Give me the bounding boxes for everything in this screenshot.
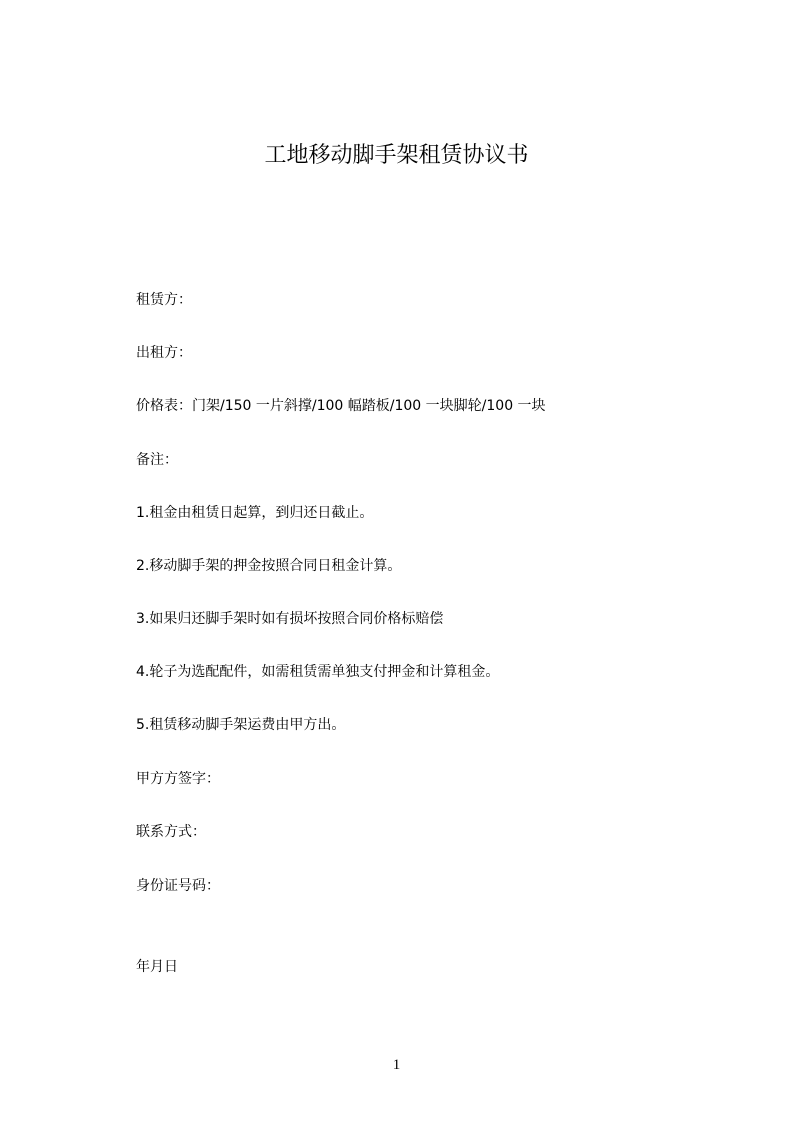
party-a-signature-label: 甲方方签字： xyxy=(136,771,220,787)
price-list: 价格表：门架/150 一片斜撑/100 幅踏板/100 一块脚轮/100 一块 xyxy=(136,398,546,414)
contact-label: 联系方式： xyxy=(136,824,206,840)
notes-heading: 备注： xyxy=(136,452,178,468)
date-label: 年月日 xyxy=(136,959,178,975)
note-item-4: 4.轮子为选配配件，如需租赁需单独支付押金和计算租金。 xyxy=(136,664,500,680)
document-title: 工地移动脚手架租赁协议书 xyxy=(264,143,529,168)
lessee-label: 租赁方： xyxy=(136,292,192,308)
note-item-5: 5.租赁移动脚手架运费由甲方出。 xyxy=(136,717,346,733)
lessor-label: 出租方： xyxy=(136,345,192,361)
page-number: 1 xyxy=(392,1057,401,1073)
note-item-3: 3.如果归还脚手架时如有损坏按照合同价格标赔偿 xyxy=(136,611,444,627)
note-item-2: 2.移动脚手架的押金按照合同日租金计算。 xyxy=(136,558,402,574)
note-item-1: 1.租金由租赁日起算，到归还日截止。 xyxy=(136,505,374,521)
id-number-label: 身份证号码： xyxy=(136,878,220,894)
